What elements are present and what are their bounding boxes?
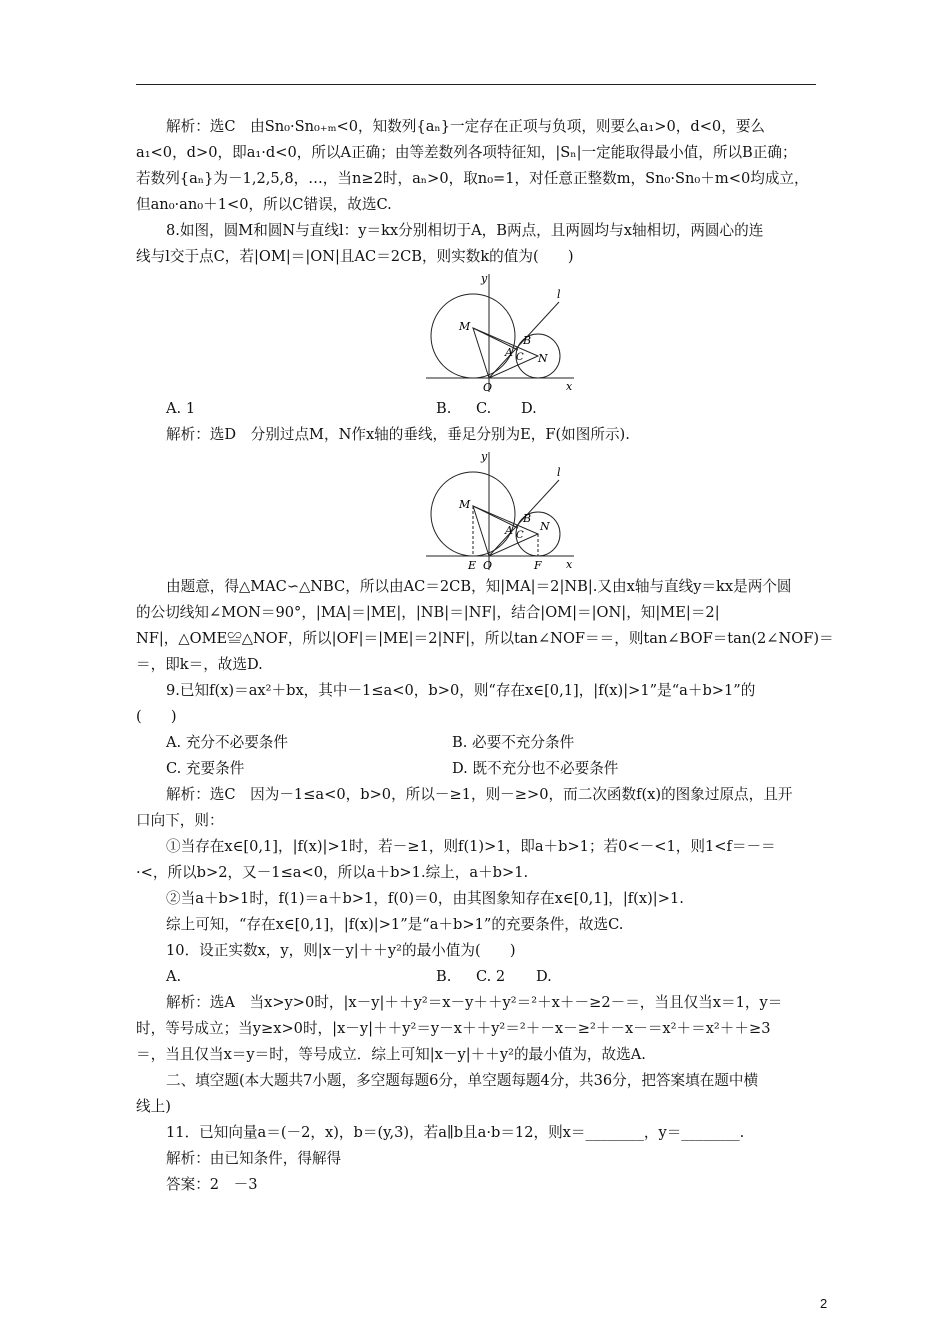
text-line: 口向下，则： (136, 812, 224, 829)
text-line: 时，等号成立；当y≥x>0时，|x－y|＋＋y²＝y－x＋＋y²＝²＋－x－≥²＋－x－＝x²＋＝x²＋＋≥3 (136, 1020, 771, 1037)
text-line: 的公切线知∠MON＝90°，|MA|＝|ME|，|NB|＝|NF|，结合|OM|＝|ON|，知|ME|＝2| (136, 604, 720, 621)
text-line: 解析：由已知条件，得解得 (166, 1150, 342, 1167)
text-line: ( ) (136, 708, 177, 725)
label-C: C (516, 530, 524, 541)
option-b: B. (436, 400, 452, 417)
text-line: ＝，当且仅当x＝y＝时，等号成立．综上可知|x－y|＋＋y²的最小值为，故选A. (136, 1046, 646, 1063)
label-l: l (557, 466, 561, 479)
label-N: N (538, 352, 548, 365)
label-M: M (459, 320, 471, 333)
option-a: A. 充分不必要条件 (166, 734, 288, 751)
label-B: B (523, 334, 532, 347)
text-line: 解析：选C 由Sn₀·Sn₀₊ₘ<0，知数列{aₙ}一定存在正项与负项，则要么a₁>0，d<0，要么 (166, 118, 766, 135)
label-O: O (483, 381, 493, 394)
text-line: 解析：选C 因为－1≤a<0，b>0，所以－≥1，则－≥>0，而二次函数f(x)的图象过原点，且开 (166, 786, 793, 803)
option-c: C. (476, 400, 492, 417)
question-9: 9.已知f(x)＝ax²＋bx，其中－1≤a<0，b>0，则“存在x∈[0,1]，|f(x)|>1”是“a＋b>1”的 (166, 682, 756, 699)
q8-solution: 解析：选D 分别过点M，N作x轴的垂线，垂足分别为E，F(如图所示). (166, 426, 630, 443)
q8-options (136, 396, 836, 422)
text-line: 由题意，得△MAC∽△NBC，所以由AC＝2CB，知|MA|＝2|NB|.又由x轴与直线y＝kx是两个圆 (166, 578, 792, 595)
question-10: 10．设正实数x，y，则|x－y|＋＋y²的最小值为( ) (166, 942, 516, 959)
text-line: 线与l交于点C，若|OM|＝|ON|且AC＝2CB，则实数k的值为( ) (136, 248, 574, 265)
label-O: O (483, 559, 493, 572)
text-line: ＝，即k＝，故选D. (136, 656, 263, 673)
label-B: B (523, 512, 532, 525)
label-l: l (557, 288, 561, 301)
option-a: A. (166, 968, 182, 985)
q9-options-row1 (136, 730, 836, 756)
question-8: 8.如图，圆M和圆N与直线l：y＝kx分别相切于A，B两点，且两圆均与x轴相切，两圆心的连 (166, 222, 764, 239)
label-N: N (540, 520, 550, 533)
page-content (136, 114, 836, 1198)
option-a: A. 1 (166, 400, 196, 417)
text-line: ·<，所以b>2，又－1≤a<0，所以a＋b>1.综上，a＋b>1. (136, 864, 529, 881)
text-line: 线上) (136, 1098, 171, 1115)
figure-circles-2 (426, 450, 586, 572)
label-M: M (459, 498, 471, 511)
text-line: ①当存在x∈[0,1]，|f(x)|>1时，若－≥1，则f(1)>1，即a＋b>1；若0<－<1，则1<f＝－＝ (166, 838, 776, 855)
section-heading: 二、填空题(本大题共7小题，多空题每题6分，单空题每题4分，共36分，把答案填在题中横 (166, 1072, 759, 1089)
option-b: B. (436, 968, 452, 985)
header-rule (136, 84, 816, 85)
text-line: a₁<0，d>0，即a₁·d<0，所以A正确；由等差数列各项特征知，|Sₙ|一定能取得最小值，所以B正确； (136, 144, 797, 161)
option-d: D. 既不充分也不必要条件 (452, 760, 619, 777)
option-c: C. 2 (476, 968, 506, 985)
answer-line: 答案：2 －3 (166, 1176, 258, 1193)
text-line: 若数列{aₙ}为－1,2,5,8，…，当n≥2时，aₙ>0，取n₀=1，对任意正整数m，Sn₀·Sn₀＋m<0均成立， (136, 170, 809, 187)
label-x: x (566, 558, 573, 571)
label-F: F (534, 559, 542, 572)
option-d: D. (536, 968, 552, 985)
option-c: C. 充要条件 (166, 760, 245, 777)
text-line: NF|，△OME≌△NOF，所以|OF|＝|ME|＝2|NF|，所以tan∠NOF＝＝，则tan∠BOF＝tan(2∠NOF)＝ (136, 630, 834, 647)
q10-options (136, 964, 836, 990)
text-line: ②当a＋b>1时，f(1)＝a＋b>1，f(0)＝0，由其图象知存在x∈[0,1]，|f(x)|>1. (166, 890, 684, 907)
option-b: B. 必要不充分条件 (452, 734, 575, 751)
text-line: 综上可知，“存在x∈[0,1]，|f(x)|>1”是“a＋b>1”的充要条件，故选C. (166, 916, 624, 933)
figure-circles-1 (426, 272, 586, 394)
text-line: 但an₀·an₀＋1<0，所以C错误，故选C. (136, 196, 392, 213)
text-line: 解析：选A 当x>y>0时，|x－y|＋＋y²＝x－y＋＋y²＝²＋x＋－≥2－＝，当且仅当x＝1，y＝ (166, 994, 783, 1011)
label-E: E (468, 559, 477, 572)
label-C: C (516, 352, 524, 363)
option-d: D. (521, 400, 537, 417)
label-y: y (481, 272, 488, 285)
q9-options-row2 (136, 756, 836, 782)
question-11: 11．已知向量a＝(－2，x)，b＝(y,3)，若a∥b且a·b＝12，则x＝________，y＝________. (166, 1124, 745, 1141)
page-number: 2 (820, 1296, 828, 1311)
label-A: A (505, 524, 513, 537)
label-A: A (505, 346, 513, 359)
label-x: x (566, 380, 573, 393)
label-y: y (481, 450, 488, 463)
